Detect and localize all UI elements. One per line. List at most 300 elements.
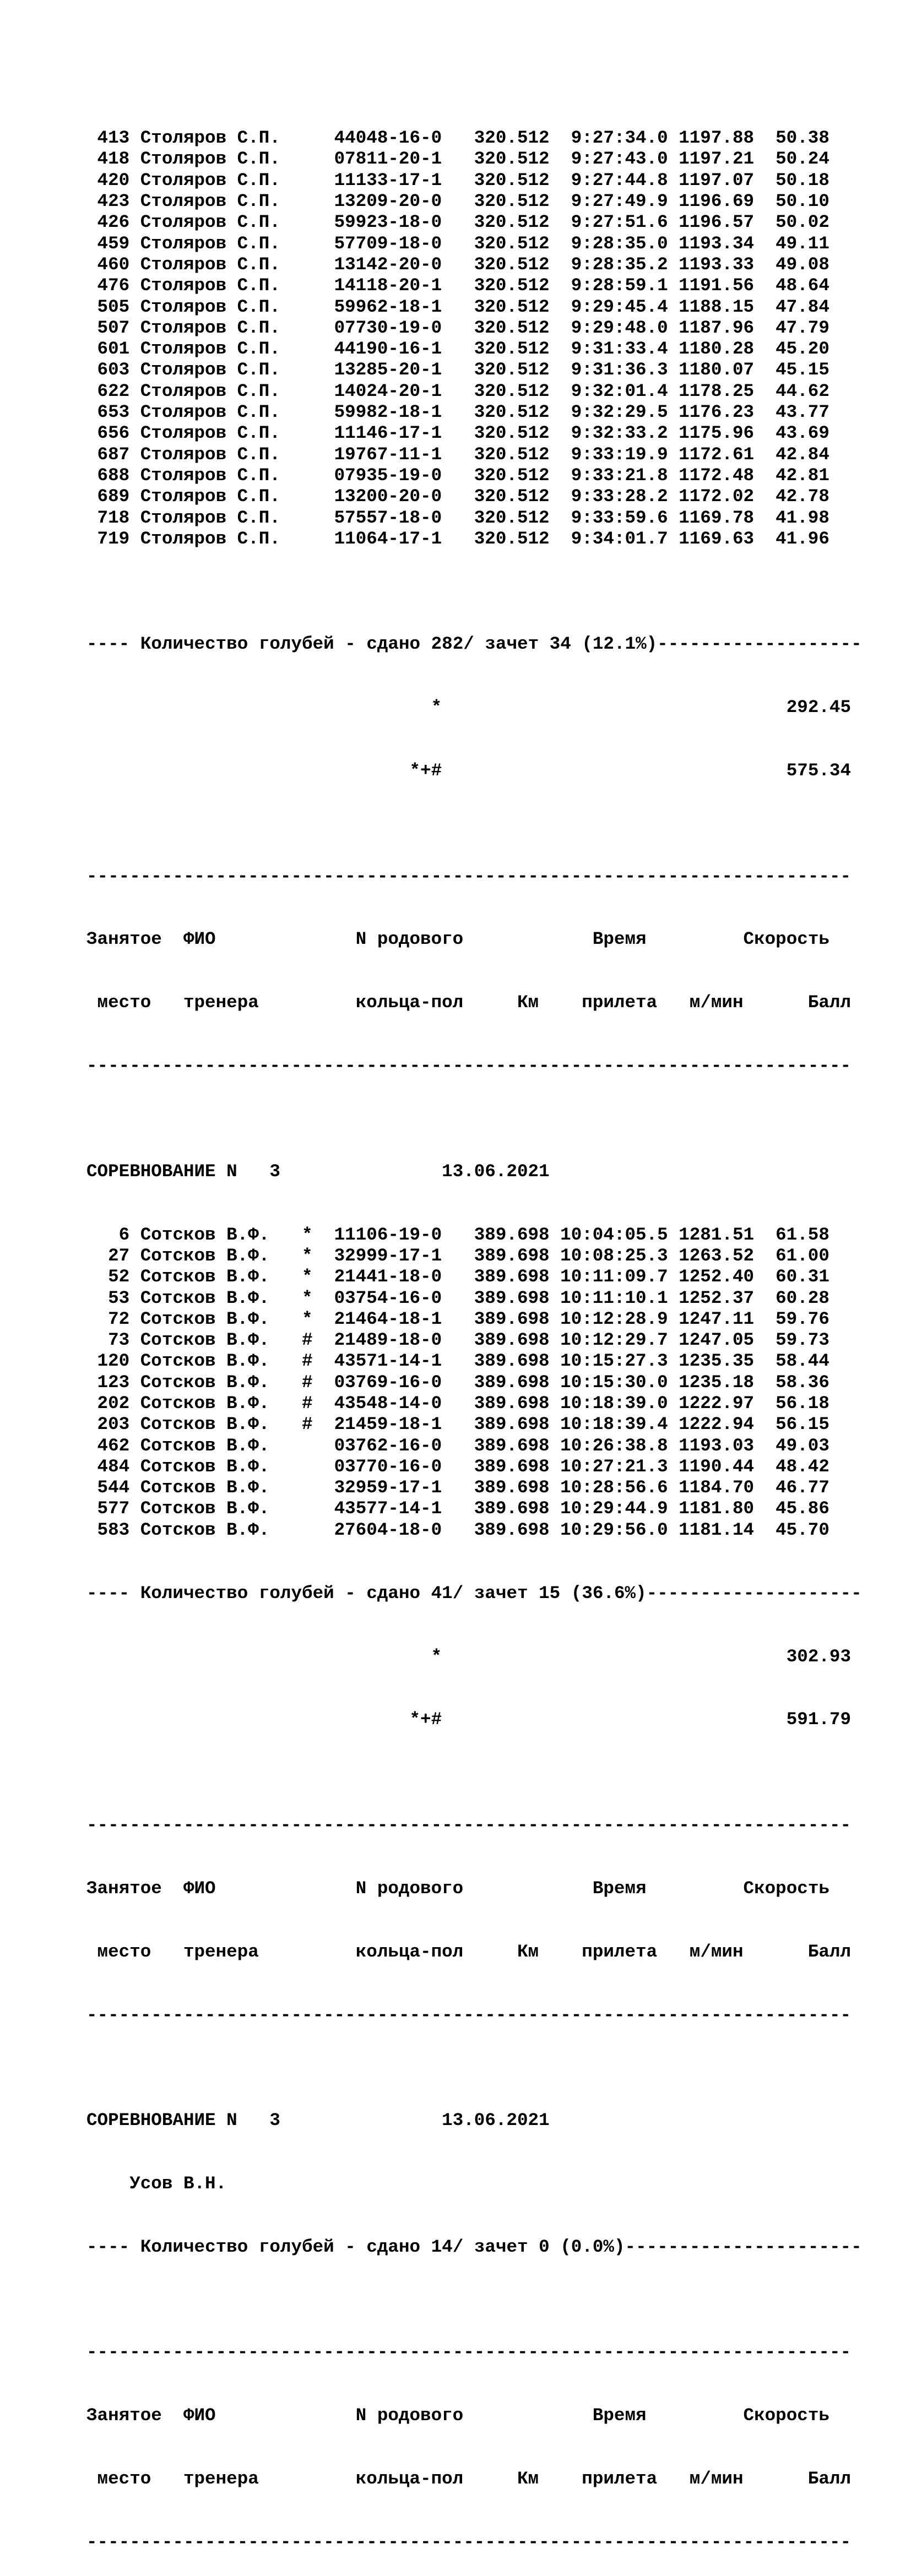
- trainer-cell: Столяров С.П.: [140, 339, 280, 360]
- place-cell: 577: [97, 1498, 130, 1519]
- time-cell: 9:27:34.0: [571, 128, 668, 149]
- score-cell: 45.70: [776, 1519, 829, 1540]
- km-cell: 389.698: [474, 1267, 550, 1287]
- block3-competition-line: [86, 2110, 862, 2131]
- place-cell: 601: [97, 339, 130, 360]
- km-cell: 389.698: [474, 1372, 550, 1393]
- score-cell: 56.18: [776, 1393, 829, 1414]
- time-cell: 10:18:39.4: [560, 1414, 668, 1435]
- km-cell: 320.512: [474, 360, 550, 381]
- col-ring-sub: кольца-пол: [355, 992, 464, 1013]
- place-cell: 72: [108, 1308, 130, 1329]
- ring-cell: 13200-20-0: [334, 486, 442, 507]
- ring-cell: 21441-18-0: [334, 1267, 442, 1287]
- result-row: [86, 381, 862, 402]
- ring-cell: 03770-16-0: [334, 1456, 442, 1477]
- mark-cell: #: [301, 1372, 313, 1393]
- mark-cell: *: [301, 1224, 313, 1245]
- km-cell: 389.698: [474, 1498, 550, 1519]
- summary-fill: --------------------: [646, 1583, 862, 1604]
- time-cell: 9:27:49.9: [571, 191, 668, 212]
- km-cell: 320.512: [474, 212, 550, 233]
- score-cell: 42.78: [776, 486, 829, 507]
- trainer-cell: Столяров С.П.: [140, 360, 280, 381]
- result-row: [86, 1309, 862, 1330]
- speed-cell: 1222.97: [679, 1393, 755, 1414]
- ring-cell: 21464-18-1: [334, 1308, 442, 1329]
- result-row: [86, 128, 862, 149]
- place-cell: 653: [97, 402, 130, 423]
- starplus-total: 591.79: [786, 1709, 852, 1730]
- header-row-2: [86, 1942, 862, 1963]
- ring-cell: 13209-20-0: [334, 191, 442, 212]
- summary-text: Количество голубей - сдано 14/ зачет 0 (0.0%): [140, 2236, 625, 2257]
- time-cell: 9:33:21.8: [571, 465, 668, 486]
- starplus-label: *+#: [409, 1709, 442, 1730]
- summary-text: Количество голубей - сдано 41/ зачет 15 (36.6%): [140, 1583, 647, 1604]
- time-cell: 9:28:59.1: [571, 275, 668, 296]
- score-cell: 48.42: [776, 1456, 829, 1477]
- score-cell: 50.18: [776, 170, 829, 191]
- ring-cell: 21489-18-0: [334, 1330, 442, 1351]
- result-row: [86, 297, 862, 318]
- time-cell: 10:04:05.5: [560, 1224, 668, 1245]
- place-cell: 718: [97, 507, 130, 528]
- block2-starplus-total-line: [86, 1709, 862, 1730]
- col-place-title: Занятое: [86, 1878, 162, 1899]
- score-cell: 50.02: [776, 212, 829, 233]
- place-cell: 120: [97, 1351, 130, 1372]
- time-cell: 10:29:56.0: [560, 1519, 668, 1540]
- km-cell: 320.512: [474, 233, 550, 254]
- place-cell: 622: [97, 381, 130, 401]
- mark-cell: *: [301, 1245, 313, 1266]
- col-ring-sub: кольца-пол: [355, 2469, 464, 2490]
- ring-cell: 57557-18-0: [334, 507, 442, 528]
- km-cell: 320.512: [474, 254, 550, 275]
- km-cell: 389.698: [474, 1351, 550, 1372]
- col-speed-title: Скорость: [743, 2405, 829, 2426]
- time-cell: 9:29:45.4: [571, 296, 668, 317]
- header-rule-bottom: -----------------------------------------------------------------------: [86, 2532, 852, 2553]
- header-row-1: [86, 929, 862, 950]
- place-cell: 462: [97, 1435, 130, 1456]
- trainer-cell: Столяров С.П.: [140, 233, 280, 254]
- trainer-cell: Сотсков В.Ф.: [140, 1435, 270, 1456]
- trainer-cell: Столяров С.П.: [140, 275, 280, 296]
- score-cell: 60.31: [776, 1267, 829, 1287]
- col-score-sub: Балл: [807, 2469, 852, 2490]
- star-label: *: [431, 697, 442, 718]
- col-name-title: ФИО: [183, 1878, 216, 1899]
- speed-cell: 1197.88: [679, 128, 755, 149]
- starplus-total: 575.34: [786, 760, 852, 781]
- speed-cell: 1196.57: [679, 212, 755, 233]
- starplus-label: *+#: [409, 760, 442, 781]
- score-cell: 45.20: [776, 339, 829, 360]
- block1-star-total-line: [86, 697, 862, 718]
- km-cell: 320.512: [474, 128, 550, 149]
- col-name-title: ФИО: [183, 2405, 216, 2426]
- result-row: [86, 1414, 862, 1435]
- result-row: [86, 465, 862, 486]
- ring-cell: 13285-20-1: [334, 360, 442, 381]
- col-place-sub: место: [86, 2469, 151, 2490]
- place-cell: 73: [108, 1330, 130, 1351]
- score-cell: 47.79: [776, 317, 829, 338]
- header-rule-top: -----------------------------------------------------------------------: [86, 2342, 852, 2363]
- speed-cell: 1169.63: [679, 528, 755, 549]
- col-time-sub: прилета: [582, 992, 658, 1013]
- col-place-sub: место: [86, 1941, 151, 1962]
- col-speed-title: Скорость: [743, 1878, 829, 1899]
- km-cell: 320.512: [474, 317, 550, 338]
- result-row: [86, 1288, 862, 1309]
- place-cell: 688: [97, 465, 130, 486]
- place-cell: 687: [97, 444, 130, 465]
- trainer-cell: Столяров С.П.: [140, 212, 280, 233]
- mark-cell: *: [301, 1267, 313, 1287]
- place-cell: 52: [108, 1267, 130, 1287]
- score-cell: 49.08: [776, 254, 829, 275]
- col-time-title: Время: [592, 1878, 647, 1899]
- score-cell: 43.69: [776, 423, 829, 444]
- result-row: [86, 360, 862, 381]
- trainer-cell: Столяров С.П.: [140, 528, 280, 549]
- place-cell: 202: [97, 1393, 130, 1414]
- km-cell: 320.512: [474, 381, 550, 401]
- km-cell: 389.698: [474, 1519, 550, 1540]
- result-row: [86, 1372, 862, 1393]
- speed-cell: 1193.34: [679, 233, 755, 254]
- place-cell: 476: [97, 275, 130, 296]
- header-rule-bottom: -----------------------------------------------------------------------: [86, 1056, 852, 1077]
- speed-cell: 1252.37: [679, 1287, 755, 1308]
- ring-cell: 13142-20-0: [334, 254, 442, 275]
- km-cell: 320.512: [474, 423, 550, 444]
- result-row: [86, 149, 862, 170]
- ring-cell: 07730-19-0: [334, 317, 442, 338]
- score-cell: 41.98: [776, 507, 829, 528]
- speed-cell: 1188.15: [679, 296, 755, 317]
- mark-cell: #: [301, 1414, 313, 1435]
- trainer-cell: Столяров С.П.: [140, 254, 280, 275]
- score-cell: 44.62: [776, 381, 829, 401]
- result-row: [86, 275, 862, 296]
- competition-title: СОРЕВНОВАНИЕ N 3: [86, 1161, 280, 1182]
- score-cell: 41.96: [776, 528, 829, 549]
- trainer-cell: Столяров С.П.: [140, 317, 280, 338]
- km-cell: 389.698: [474, 1477, 550, 1498]
- km-cell: 320.512: [474, 486, 550, 507]
- place-cell: 656: [97, 423, 130, 444]
- block3-trainer-line: [86, 2173, 862, 2194]
- score-cell: 45.86: [776, 1498, 829, 1519]
- trainer-cell: Сотсков В.Ф.: [140, 1498, 270, 1519]
- result-row: [86, 1330, 862, 1351]
- km-cell: 389.698: [474, 1245, 550, 1266]
- trainer-cell: Столяров С.П.: [140, 191, 280, 212]
- ring-cell: 19767-11-1: [334, 444, 442, 465]
- trainer-cell: Сотсков В.Ф.: [140, 1245, 270, 1266]
- score-cell: 59.76: [776, 1308, 829, 1329]
- mark-cell: #: [301, 1330, 313, 1351]
- summary-prefix: ----: [86, 1583, 140, 1604]
- speed-cell: 1175.96: [679, 423, 755, 444]
- col-score-sub: Балл: [807, 1941, 852, 1962]
- score-cell: 61.00: [776, 1245, 829, 1266]
- place-cell: 418: [97, 149, 130, 170]
- result-row: [86, 212, 862, 233]
- place-cell: 27: [108, 1245, 130, 1266]
- ring-cell: 11106-19-0: [334, 1224, 442, 1245]
- speed-cell: 1235.35: [679, 1351, 755, 1372]
- col-time-sub: прилета: [582, 1941, 658, 1962]
- result-row: [86, 170, 862, 191]
- trainer-cell: Столяров С.П.: [140, 507, 280, 528]
- result-row: [86, 529, 862, 550]
- col-speed-sub: м/мин: [689, 1941, 744, 1962]
- score-cell: 50.38: [776, 128, 829, 149]
- col-time-sub: прилета: [582, 2469, 658, 2490]
- speed-cell: 1247.11: [679, 1308, 755, 1329]
- block1-summary-line: [86, 634, 862, 655]
- trainer-cell: Сотсков В.Ф.: [140, 1372, 270, 1393]
- block2-summary-line: [86, 1583, 862, 1604]
- header-row-1: [86, 1878, 862, 1899]
- result-row: [86, 1393, 862, 1414]
- score-cell: 58.36: [776, 1372, 829, 1393]
- summary-prefix: ----: [86, 2236, 140, 2257]
- km-cell: 389.698: [474, 1456, 550, 1477]
- km-cell: 320.512: [474, 528, 550, 549]
- speed-cell: 1176.23: [679, 402, 755, 423]
- col-place-title: Занятое: [86, 929, 162, 950]
- ring-cell: 32959-17-1: [334, 1477, 442, 1498]
- col-name-sub: тренера: [183, 2469, 259, 2490]
- trainer-cell: Сотсков В.Ф.: [140, 1414, 270, 1435]
- mark-cell: *: [301, 1308, 313, 1329]
- place-cell: 484: [97, 1456, 130, 1477]
- block2-star-total-line: [86, 1646, 862, 1667]
- ring-cell: 07935-19-0: [334, 465, 442, 486]
- summary-fill: -------------------: [657, 634, 862, 655]
- col-name-sub: тренера: [183, 992, 259, 1013]
- score-cell: 61.58: [776, 1224, 829, 1245]
- results-report: [86, 44, 862, 2576]
- result-row: [86, 1477, 862, 1498]
- trainer-cell: Сотсков В.Ф.: [140, 1393, 270, 1414]
- km-cell: 389.698: [474, 1308, 550, 1329]
- header-row-2: [86, 992, 862, 1013]
- speed-cell: 1181.14: [679, 1519, 755, 1540]
- time-cell: 9:31:36.3: [571, 360, 668, 381]
- speed-cell: 1235.18: [679, 1372, 755, 1393]
- time-cell: 10:18:39.0: [560, 1393, 668, 1414]
- speed-cell: 1263.52: [679, 1245, 755, 1266]
- ring-cell: 44048-16-0: [334, 128, 442, 149]
- time-cell: 10:27:21.3: [560, 1456, 668, 1477]
- speed-cell: 1180.07: [679, 360, 755, 381]
- result-row: [86, 318, 862, 339]
- header-rule-top: -----------------------------------------------------------------------: [86, 866, 852, 887]
- ring-cell: 32999-17-1: [334, 1245, 442, 1266]
- place-cell: 544: [97, 1477, 130, 1498]
- score-cell: 49.11: [776, 233, 829, 254]
- ring-cell: 14118-20-1: [334, 275, 442, 296]
- trainer-name: Усов В.Н.: [129, 2173, 227, 2194]
- km-cell: 320.512: [474, 444, 550, 465]
- place-cell: 6: [118, 1224, 130, 1245]
- result-row: [86, 1246, 862, 1267]
- trainer-cell: Столяров С.П.: [140, 296, 280, 317]
- ring-cell: 43571-14-1: [334, 1351, 442, 1372]
- ring-cell: 07811-20-1: [334, 149, 442, 170]
- place-cell: 413: [97, 128, 130, 149]
- result-row: [86, 233, 862, 254]
- speed-cell: 1190.44: [679, 1456, 755, 1477]
- km-cell: 320.512: [474, 191, 550, 212]
- place-cell: 426: [97, 212, 130, 233]
- place-cell: 459: [97, 233, 130, 254]
- result-row: [86, 1520, 862, 1541]
- ring-cell: 03754-16-0: [334, 1287, 442, 1308]
- col-speed-sub: м/мин: [689, 992, 744, 1013]
- header-rule-bottom: -----------------------------------------------------------------------: [86, 2004, 852, 2025]
- time-cell: 9:27:43.0: [571, 149, 668, 170]
- km-cell: 320.512: [474, 275, 550, 296]
- trainer-cell: Сотсков В.Ф.: [140, 1287, 270, 1308]
- time-cell: 9:29:48.0: [571, 317, 668, 338]
- competition-title: СОРЕВНОВАНИЕ N 3: [86, 2110, 280, 2131]
- trainer-cell: Столяров С.П.: [140, 170, 280, 191]
- header-rule-top: -----------------------------------------------------------------------: [86, 1814, 852, 1835]
- speed-cell: 1172.02: [679, 486, 755, 507]
- speed-cell: 1252.40: [679, 1267, 755, 1287]
- competition-date: 13.06.2021: [442, 1161, 550, 1182]
- summary-prefix: ----: [86, 634, 140, 655]
- col-km-sub: Км: [517, 992, 539, 1013]
- time-cell: 9:31:33.4: [571, 339, 668, 360]
- time-cell: 9:32:33.2: [571, 423, 668, 444]
- time-cell: 10:15:27.3: [560, 1351, 668, 1372]
- time-cell: 9:28:35.0: [571, 233, 668, 254]
- ring-cell: 43548-14-0: [334, 1393, 442, 1414]
- speed-cell: 1191.56: [679, 275, 755, 296]
- score-cell: 50.24: [776, 149, 829, 170]
- speed-cell: 1187.96: [679, 317, 755, 338]
- km-cell: 320.512: [474, 296, 550, 317]
- speed-cell: 1247.05: [679, 1330, 755, 1351]
- trainer-cell: Сотсков В.Ф.: [140, 1308, 270, 1329]
- result-row: [86, 423, 862, 444]
- trainer-cell: Столяров С.П.: [140, 381, 280, 401]
- time-cell: 10:12:28.9: [560, 1308, 668, 1329]
- star-total: 302.93: [786, 1646, 852, 1667]
- score-cell: 50.10: [776, 191, 829, 212]
- score-cell: 47.84: [776, 296, 829, 317]
- place-cell: 420: [97, 170, 130, 191]
- col-ring-sub: кольца-пол: [355, 1941, 464, 1962]
- score-cell: 42.84: [776, 444, 829, 465]
- col-name-title: ФИО: [183, 929, 216, 950]
- place-cell: 53: [108, 1287, 130, 1308]
- time-cell: 10:08:25.3: [560, 1245, 668, 1266]
- time-cell: 9:33:19.9: [571, 444, 668, 465]
- col-ring-title: N родового: [355, 1878, 464, 1899]
- col-km-sub: Км: [517, 2469, 539, 2490]
- competition-date: 13.06.2021: [442, 2110, 550, 2131]
- time-cell: 10:26:38.8: [560, 1435, 668, 1456]
- trainer-cell: Столяров С.П.: [140, 465, 280, 486]
- km-cell: 320.512: [474, 339, 550, 360]
- block1-starplus-total-line: [86, 760, 862, 781]
- star-total: 292.45: [786, 697, 852, 718]
- score-cell: 42.81: [776, 465, 829, 486]
- speed-cell: 1196.69: [679, 191, 755, 212]
- time-cell: 9:27:51.6: [571, 212, 668, 233]
- score-cell: 58.44: [776, 1351, 829, 1372]
- trainer-cell: Сотсков В.Ф.: [140, 1456, 270, 1477]
- score-cell: 46.77: [776, 1477, 829, 1498]
- trainer-cell: Столяров С.П.: [140, 423, 280, 444]
- result-row: [86, 1498, 862, 1519]
- place-cell: 123: [97, 1372, 130, 1393]
- trainer-cell: Столяров С.П.: [140, 444, 280, 465]
- km-cell: 389.698: [474, 1224, 550, 1245]
- result-row: [86, 508, 862, 529]
- place-cell: 583: [97, 1519, 130, 1540]
- ring-cell: 44190-16-1: [334, 339, 442, 360]
- place-cell: 603: [97, 360, 130, 381]
- km-cell: 320.512: [474, 465, 550, 486]
- score-cell: 45.15: [776, 360, 829, 381]
- time-cell: 10:11:10.1: [560, 1287, 668, 1308]
- col-km-sub: Км: [517, 1941, 539, 1962]
- speed-cell: 1197.07: [679, 170, 755, 191]
- km-cell: 389.698: [474, 1393, 550, 1414]
- result-row: [86, 1225, 862, 1246]
- time-cell: 9:34:01.7: [571, 528, 668, 549]
- place-cell: 423: [97, 191, 130, 212]
- block2-competition-line: [86, 1161, 862, 1182]
- trainer-cell: Столяров С.П.: [140, 486, 280, 507]
- mark-cell: *: [301, 1287, 313, 1308]
- score-cell: 49.03: [776, 1435, 829, 1456]
- mark-cell: #: [301, 1393, 313, 1414]
- trainer-cell: Сотсков В.Ф.: [140, 1224, 270, 1245]
- result-row: [86, 444, 862, 465]
- speed-cell: 1181.80: [679, 1498, 755, 1519]
- km-cell: 389.698: [474, 1435, 550, 1456]
- col-speed-sub: м/мин: [689, 2469, 744, 2490]
- time-cell: 10:29:44.9: [560, 1498, 668, 1519]
- ring-cell: 59923-18-0: [334, 212, 442, 233]
- time-cell: 10:28:56.6: [560, 1477, 668, 1498]
- time-cell: 9:32:29.5: [571, 402, 668, 423]
- result-row: [86, 402, 862, 423]
- speed-cell: 1193.03: [679, 1435, 755, 1456]
- speed-cell: 1184.70: [679, 1477, 755, 1498]
- ring-cell: 14024-20-1: [334, 381, 442, 401]
- col-name-sub: тренера: [183, 1941, 259, 1962]
- result-row: [86, 1351, 862, 1372]
- time-cell: 9:33:59.6: [571, 507, 668, 528]
- col-score-sub: Балл: [807, 992, 852, 1013]
- place-cell: 460: [97, 254, 130, 275]
- result-row: [86, 191, 862, 212]
- time-cell: 9:33:28.2: [571, 486, 668, 507]
